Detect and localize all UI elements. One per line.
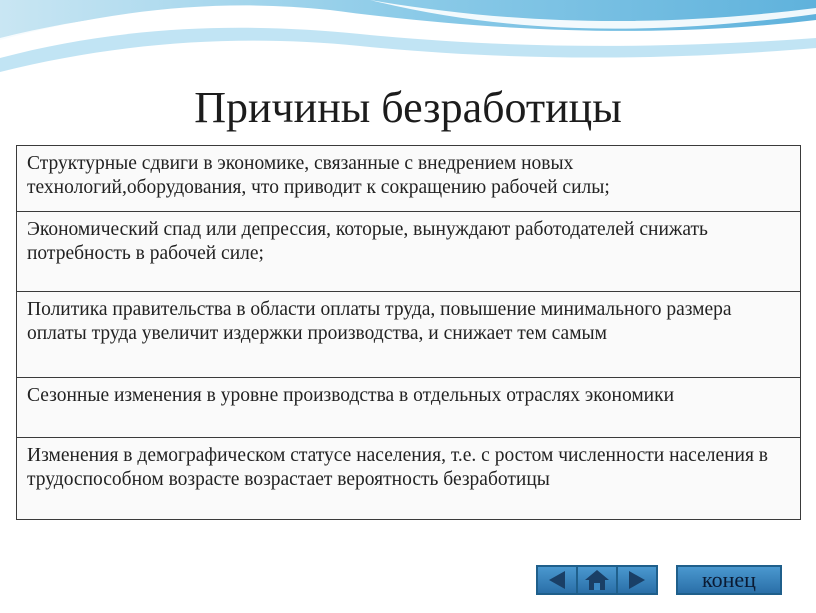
cause-cell: Экономический спад или депрессия, которые, вынуждают работодателей снижать потребность в рабочей силе; [17,212,801,292]
table-row [17,146,801,212]
arrow-right-icon [625,569,649,591]
table-row [17,438,801,520]
home-button[interactable] [578,567,618,593]
cause-cell: Сезонные изменения в уровне производства в отдельных отраслях экономики [17,378,801,438]
end-button[interactable]: конец [676,565,782,595]
next-button[interactable] [618,567,656,593]
home-icon [584,569,610,591]
causes-table [16,145,801,520]
arrow-left-icon [545,569,569,591]
slide-navigation [536,565,658,595]
cause-cell: Структурные сдвиги в экономике, связанные с внедрением новых технологий,оборудования, что приводит к сокращению рабочей силы; [17,146,801,212]
table-row [17,292,801,378]
cause-cell: Изменения в демографическом статусе населения, т.е. с ростом численности населения в трудоспособном возрасте возрастает вероятность безработицы [17,438,801,520]
prev-button[interactable] [538,567,578,593]
slide-title: Причины безработицы [194,83,622,132]
table-row [17,212,801,292]
table-row [17,378,801,438]
cause-cell: Политика правительства в области оплаты труда, повышение минимального размера оплаты труда увеличит издержки производства, и снижает тем самым [17,292,801,378]
